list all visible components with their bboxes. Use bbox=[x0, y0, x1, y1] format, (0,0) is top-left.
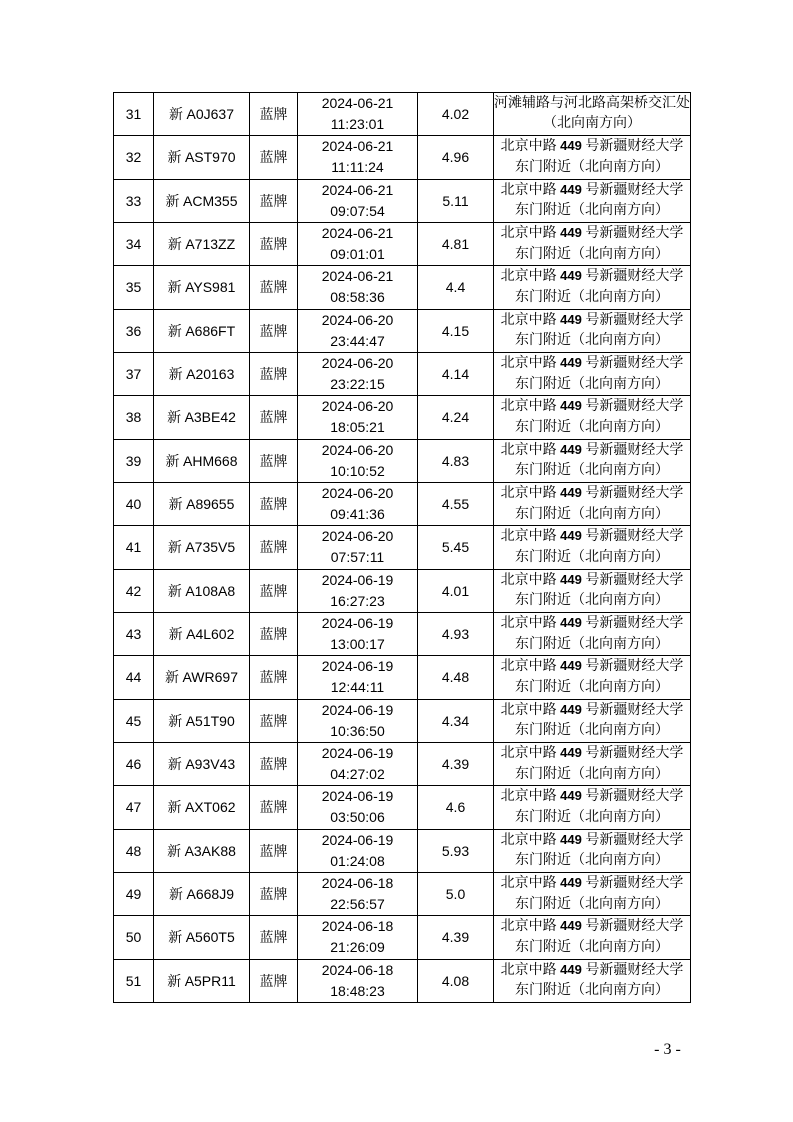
time-cell bbox=[298, 959, 418, 1002]
violation-time: 10:36:50 bbox=[330, 722, 385, 739]
location-cell: 北京中路 449 号新疆财经大学东门附近（北向南方向） bbox=[494, 742, 691, 785]
plate-cell: 新 A51T90 bbox=[154, 699, 250, 742]
plate-cell: 新 AWR697 bbox=[154, 656, 250, 699]
violation-time: 23:22:15 bbox=[330, 376, 385, 393]
index-cell: 33 bbox=[114, 179, 154, 222]
index-cell: 45 bbox=[114, 699, 154, 742]
plate-type-cell: 蓝牌 bbox=[250, 742, 298, 785]
plate-type-cell: 蓝牌 bbox=[250, 916, 298, 959]
plate-type-cell: 蓝牌 bbox=[250, 699, 298, 742]
violation-date: 2024-06-19 bbox=[321, 615, 394, 632]
violation-time: 11:11:24 bbox=[331, 159, 384, 176]
plate-cell: 新 A20163 bbox=[154, 352, 250, 395]
plate-cell: 新 A713ZZ bbox=[154, 222, 250, 265]
table-row bbox=[114, 569, 691, 612]
plate-cell: 新 A93V43 bbox=[154, 742, 250, 785]
violation-date: 2024-06-18 bbox=[321, 961, 394, 978]
index-cell: 36 bbox=[114, 309, 154, 352]
location-cell: 北京中路 449 号新疆财经大学东门附近（北向南方向） bbox=[494, 916, 691, 959]
table-row bbox=[114, 959, 691, 1002]
index-cell: 31 bbox=[114, 93, 154, 136]
index-cell: 49 bbox=[114, 872, 154, 915]
violation-date: 2024-06-21 bbox=[321, 181, 394, 198]
violation-date: 2024-06-19 bbox=[321, 788, 394, 805]
table-row bbox=[114, 742, 691, 785]
location-cell: 北京中路 449 号新疆财经大学东门附近（北向南方向） bbox=[494, 309, 691, 352]
time-cell bbox=[298, 439, 418, 482]
plate-type-cell: 蓝牌 bbox=[250, 309, 298, 352]
violation-time: 04:27:02 bbox=[330, 766, 385, 783]
table-row bbox=[114, 439, 691, 482]
time-cell bbox=[298, 309, 418, 352]
location-cell: 北京中路 449 号新疆财经大学东门附近（北向南方向） bbox=[494, 786, 691, 829]
violation-time: 09:07:54 bbox=[330, 202, 385, 219]
location-cell: 北京中路 449 号新疆财经大学东门附近（北向南方向） bbox=[494, 699, 691, 742]
table-row bbox=[114, 396, 691, 439]
violation-time: 11:23:01 bbox=[330, 116, 385, 133]
location-cell: 北京中路 449 号新疆财经大学东门附近（北向南方向） bbox=[494, 396, 691, 439]
index-cell: 47 bbox=[114, 786, 154, 829]
violation-date: 2024-06-18 bbox=[321, 875, 394, 892]
location-cell: 北京中路 449 号新疆财经大学东门附近（北向南方向） bbox=[494, 569, 691, 612]
table-row bbox=[114, 93, 691, 136]
violation-time: 12:44:11 bbox=[330, 679, 385, 696]
time-cell bbox=[298, 916, 418, 959]
plate-cell: 新 A5PR11 bbox=[154, 959, 250, 1002]
location-cell: 北京中路 449 号新疆财经大学东门附近（北向南方向） bbox=[494, 439, 691, 482]
time-cell bbox=[298, 872, 418, 915]
location-cell: 北京中路 449 号新疆财经大学东门附近（北向南方向） bbox=[494, 136, 691, 179]
plate-type-cell: 蓝牌 bbox=[250, 959, 298, 1002]
violation-time: 16:27:23 bbox=[330, 592, 385, 609]
table-row bbox=[114, 482, 691, 525]
value-cell: 4.14 bbox=[418, 352, 494, 395]
violation-date: 2024-06-20 bbox=[321, 398, 394, 415]
time-cell bbox=[298, 786, 418, 829]
violation-date: 2024-06-20 bbox=[321, 528, 394, 545]
plate-type-cell: 蓝牌 bbox=[250, 526, 298, 569]
table-row bbox=[114, 829, 691, 872]
violation-time: 03:50:06 bbox=[330, 809, 385, 826]
violation-time: 23:44:47 bbox=[330, 332, 385, 349]
time-cell bbox=[298, 699, 418, 742]
page-number: - 3 - bbox=[654, 1041, 681, 1058]
location-cell: 北京中路 449 号新疆财经大学东门附近（北向南方向） bbox=[494, 612, 691, 655]
index-cell: 40 bbox=[114, 482, 154, 525]
index-cell: 34 bbox=[114, 222, 154, 265]
value-cell: 4.4 bbox=[418, 266, 494, 309]
location-cell: 北京中路 449 号新疆财经大学东门附近（北向南方向） bbox=[494, 959, 691, 1002]
plate-cell: 新 AHM668 bbox=[154, 439, 250, 482]
plate-type-cell: 蓝牌 bbox=[250, 612, 298, 655]
violation-time: 18:05:21 bbox=[330, 419, 385, 436]
violation-date: 2024-06-21 bbox=[321, 268, 394, 285]
value-cell: 4.15 bbox=[418, 309, 494, 352]
violations-table bbox=[113, 92, 691, 1003]
violation-time: 18:48:23 bbox=[330, 982, 385, 999]
index-cell: 46 bbox=[114, 742, 154, 785]
value-cell: 5.0 bbox=[418, 872, 494, 915]
table-row bbox=[114, 699, 691, 742]
value-cell: 4.6 bbox=[418, 786, 494, 829]
table-row bbox=[114, 266, 691, 309]
value-cell: 4.08 bbox=[418, 959, 494, 1002]
index-cell: 43 bbox=[114, 612, 154, 655]
time-cell bbox=[298, 656, 418, 699]
time-cell bbox=[298, 352, 418, 395]
plate-cell: 新 AST970 bbox=[154, 136, 250, 179]
value-cell: 4.34 bbox=[418, 699, 494, 742]
violation-date: 2024-06-21 bbox=[321, 138, 394, 155]
table-row bbox=[114, 612, 691, 655]
index-cell: 38 bbox=[114, 396, 154, 439]
index-cell: 50 bbox=[114, 916, 154, 959]
table-row bbox=[114, 136, 691, 179]
plate-cell: 新 A3AK88 bbox=[154, 829, 250, 872]
violation-date: 2024-06-20 bbox=[321, 311, 394, 328]
value-cell: 4.93 bbox=[418, 612, 494, 655]
violation-time: 01:24:08 bbox=[330, 852, 385, 869]
violation-time: 07:57:11 bbox=[330, 549, 385, 566]
table-row bbox=[114, 786, 691, 829]
violation-date: 2024-06-19 bbox=[321, 831, 394, 848]
time-cell bbox=[298, 179, 418, 222]
plate-type-cell: 蓝牌 bbox=[250, 179, 298, 222]
table-body bbox=[114, 93, 691, 1003]
value-cell: 4.81 bbox=[418, 222, 494, 265]
table-row bbox=[114, 309, 691, 352]
time-cell bbox=[298, 612, 418, 655]
value-cell: 4.55 bbox=[418, 482, 494, 525]
table-row bbox=[114, 352, 691, 395]
plate-cell: 新 A108A8 bbox=[154, 569, 250, 612]
index-cell: 51 bbox=[114, 959, 154, 1002]
violation-date: 2024-06-19 bbox=[321, 745, 394, 762]
location-cell: 北京中路 449 号新疆财经大学东门附近（北向南方向） bbox=[494, 179, 691, 222]
plate-type-cell: 蓝牌 bbox=[250, 136, 298, 179]
time-cell bbox=[298, 829, 418, 872]
plate-cell: 新 A686FT bbox=[154, 309, 250, 352]
index-cell: 37 bbox=[114, 352, 154, 395]
location-cell: 北京中路 449 号新疆财经大学东门附近（北向南方向） bbox=[494, 526, 691, 569]
location-cell: 北京中路 449 号新疆财经大学东门附近（北向南方向） bbox=[494, 656, 691, 699]
table-row bbox=[114, 916, 691, 959]
violation-date: 2024-06-19 bbox=[321, 701, 394, 718]
index-cell: 39 bbox=[114, 439, 154, 482]
location-cell: 北京中路 449 号新疆财经大学东门附近（北向南方向） bbox=[494, 829, 691, 872]
plate-cell: 新 A89655 bbox=[154, 482, 250, 525]
table-row bbox=[114, 656, 691, 699]
violation-date: 2024-06-21 bbox=[321, 95, 394, 112]
table-row bbox=[114, 179, 691, 222]
index-cell: 48 bbox=[114, 829, 154, 872]
value-cell: 5.93 bbox=[418, 829, 494, 872]
table-row bbox=[114, 872, 691, 915]
index-cell: 32 bbox=[114, 136, 154, 179]
plate-type-cell: 蓝牌 bbox=[250, 786, 298, 829]
plate-type-cell: 蓝牌 bbox=[250, 656, 298, 699]
time-cell bbox=[298, 526, 418, 569]
violation-time: 22:56:57 bbox=[330, 896, 385, 913]
plate-type-cell: 蓝牌 bbox=[250, 439, 298, 482]
violation-time: 13:00:17 bbox=[330, 636, 385, 653]
location-cell: 北京中路 449 号新疆财经大学东门附近（北向南方向） bbox=[494, 872, 691, 915]
location-cell: 北京中路 449 号新疆财经大学东门附近（北向南方向） bbox=[494, 352, 691, 395]
violation-time: 09:41:36 bbox=[330, 506, 385, 523]
plate-cell: 新 A3BE42 bbox=[154, 396, 250, 439]
violation-date: 2024-06-20 bbox=[321, 485, 394, 502]
value-cell: 5.45 bbox=[418, 526, 494, 569]
violation-time: 09:01:01 bbox=[330, 246, 385, 263]
time-cell bbox=[298, 222, 418, 265]
value-cell: 4.39 bbox=[418, 916, 494, 959]
violation-date: 2024-06-19 bbox=[321, 658, 394, 675]
plate-cell: 新 A735V5 bbox=[154, 526, 250, 569]
violation-time: 21:26:09 bbox=[330, 939, 385, 956]
violation-time: 08:58:36 bbox=[330, 289, 385, 306]
time-cell bbox=[298, 742, 418, 785]
violation-date: 2024-06-18 bbox=[321, 918, 394, 935]
plate-cell: 新 A0J637 bbox=[154, 93, 250, 136]
value-cell: 4.01 bbox=[418, 569, 494, 612]
violation-date: 2024-06-20 bbox=[321, 441, 394, 458]
plate-type-cell: 蓝牌 bbox=[250, 569, 298, 612]
plate-type-cell: 蓝牌 bbox=[250, 266, 298, 309]
index-cell: 42 bbox=[114, 569, 154, 612]
value-cell: 4.39 bbox=[418, 742, 494, 785]
value-cell: 4.24 bbox=[418, 396, 494, 439]
value-cell: 4.96 bbox=[418, 136, 494, 179]
plate-cell: 新 A668J9 bbox=[154, 872, 250, 915]
violation-time: 10:10:52 bbox=[330, 462, 385, 479]
plate-type-cell: 蓝牌 bbox=[250, 396, 298, 439]
table-row bbox=[114, 526, 691, 569]
time-cell bbox=[298, 93, 418, 136]
value-cell: 4.48 bbox=[418, 656, 494, 699]
location-cell: 北京中路 449 号新疆财经大学东门附近（北向南方向） bbox=[494, 482, 691, 525]
value-cell: 4.83 bbox=[418, 439, 494, 482]
location-cell: 北京中路 449 号新疆财经大学东门附近（北向南方向） bbox=[494, 222, 691, 265]
plate-type-cell: 蓝牌 bbox=[250, 829, 298, 872]
plate-cell: 新 A560T5 bbox=[154, 916, 250, 959]
value-cell: 5.11 bbox=[418, 179, 494, 222]
plate-type-cell: 蓝牌 bbox=[250, 222, 298, 265]
violation-date: 2024-06-21 bbox=[321, 225, 394, 242]
time-cell bbox=[298, 569, 418, 612]
index-cell: 41 bbox=[114, 526, 154, 569]
time-cell bbox=[298, 482, 418, 525]
plate-cell: 新 A4L602 bbox=[154, 612, 250, 655]
violation-date: 2024-06-20 bbox=[321, 355, 394, 372]
location-cell: 北京中路 449 号新疆财经大学东门附近（北向南方向） bbox=[494, 266, 691, 309]
index-cell: 35 bbox=[114, 266, 154, 309]
time-cell bbox=[298, 136, 418, 179]
time-cell bbox=[298, 396, 418, 439]
plate-type-cell: 蓝牌 bbox=[250, 872, 298, 915]
time-cell bbox=[298, 266, 418, 309]
index-cell: 44 bbox=[114, 656, 154, 699]
table-row bbox=[114, 222, 691, 265]
plate-cell: 新 ACM355 bbox=[154, 179, 250, 222]
value-cell: 4.02 bbox=[418, 93, 494, 136]
plate-type-cell: 蓝牌 bbox=[250, 352, 298, 395]
plate-type-cell: 蓝牌 bbox=[250, 482, 298, 525]
violation-date: 2024-06-19 bbox=[321, 571, 394, 588]
plate-cell: 新 AXT062 bbox=[154, 786, 250, 829]
location-cell: 河滩辅路与河北路高架桥交汇处（北向南方向） bbox=[494, 93, 691, 136]
plate-cell: 新 AYS981 bbox=[154, 266, 250, 309]
plate-type-cell: 蓝牌 bbox=[250, 93, 298, 136]
